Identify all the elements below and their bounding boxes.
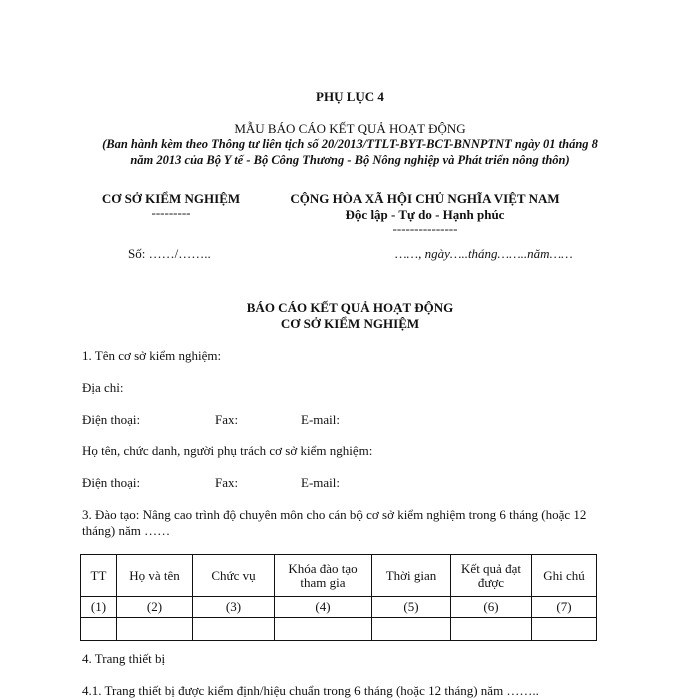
number-cell: (7) bbox=[532, 597, 597, 618]
manager-field: Họ tên, chức danh, người phụ trách cơ sở kiểm nghiệm: bbox=[82, 443, 373, 458]
appendix-label: PHỤ LỤC 4 bbox=[316, 89, 384, 104]
email-field: E-mail: bbox=[301, 412, 340, 427]
table-header-row bbox=[81, 555, 597, 597]
phone-field-2: Điện thoại: bbox=[82, 475, 141, 490]
document-number: Số: ……/…….. bbox=[128, 246, 211, 261]
number-cell: (6) bbox=[451, 597, 532, 618]
training-table bbox=[80, 554, 597, 641]
number-cell: (2) bbox=[117, 597, 193, 618]
empty-cell bbox=[275, 618, 372, 641]
form-title: MẪU BÁO CÁO KẾT QUẢ HOẠT ĐỘNG bbox=[234, 121, 466, 136]
org-header: CƠ SỞ KIỂM NGHIỆM bbox=[101, 191, 241, 206]
address-field: Địa chỉ: bbox=[82, 380, 124, 395]
number-cell: (1) bbox=[81, 597, 117, 618]
training-line1: 3. Đào tạo: Nâng cao trình độ chuyên môn cho cán bộ cơ sở kiểm nghiệm trong 6 tháng (hoặc 12 bbox=[82, 507, 587, 522]
country-header: CỘNG HÒA XÃ HỘI CHỦ NGHĨA VIỆT NAM bbox=[290, 191, 560, 206]
header-cell-position: Chức vụ bbox=[193, 555, 275, 597]
header-cell-result: Kết quả đạt được bbox=[451, 555, 532, 597]
empty-cell bbox=[451, 618, 532, 641]
motto: Độc lập - Tự do - Hạnh phúc bbox=[345, 207, 505, 222]
empty-cell bbox=[81, 618, 117, 641]
number-cell: (3) bbox=[193, 597, 275, 618]
document-date: ……, ngày…..tháng……..năm…… bbox=[395, 246, 573, 261]
org-header-rule: --------- bbox=[151, 205, 191, 220]
empty-cell bbox=[193, 618, 275, 641]
empty-cell bbox=[532, 618, 597, 641]
motto-rule: --------------- bbox=[392, 221, 458, 236]
fax-field: Fax: bbox=[215, 412, 239, 427]
empty-cell bbox=[372, 618, 451, 641]
table-row bbox=[81, 618, 597, 641]
header-cell-time: Thời gian bbox=[372, 555, 451, 597]
header-cell-name: Họ và tên bbox=[117, 555, 193, 597]
header-cell-tt: TT bbox=[81, 555, 117, 597]
equipment-heading: 4. Trang thiết bị bbox=[82, 651, 166, 666]
number-cell: (5) bbox=[372, 597, 451, 618]
issued-note-line2: năm 2013 của Bộ Y tế - Bộ Công Thương - Bộ Nông nghiệp và Phát triển nông thôn) bbox=[130, 153, 570, 167]
email-field-2: E-mail: bbox=[301, 475, 340, 490]
table-number-row bbox=[81, 597, 597, 618]
issued-note-line1: (Ban hành kèm theo Thông tư liên tịch số 20/2013/TTLT-BYT-BCT-BNNPTNT ngày 01 tháng 8 bbox=[102, 137, 598, 151]
fax-field-2: Fax: bbox=[215, 475, 239, 490]
report-title-line2: CƠ SỞ KIỂM NGHIỆM bbox=[280, 316, 420, 331]
report-title-line1: BÁO CÁO KẾT QUẢ HOẠT ĐỘNG bbox=[246, 300, 454, 315]
training-line2: tháng) năm …… bbox=[82, 523, 171, 538]
header-cell-course: Khóa đào tạo tham gia bbox=[275, 555, 372, 597]
number-cell: (4) bbox=[275, 597, 372, 618]
empty-cell bbox=[117, 618, 193, 641]
header-cell-note: Ghi chú bbox=[532, 555, 597, 597]
equipment-subheading: 4.1. Trang thiết bị được kiểm định/hiệu chuẩn trong 6 tháng (hoặc 12 tháng) năm …….. bbox=[82, 683, 539, 698]
phone-field: Điện thoại: bbox=[82, 412, 141, 427]
org-name-field: 1. Tên cơ sở kiểm nghiệm: bbox=[82, 348, 222, 363]
